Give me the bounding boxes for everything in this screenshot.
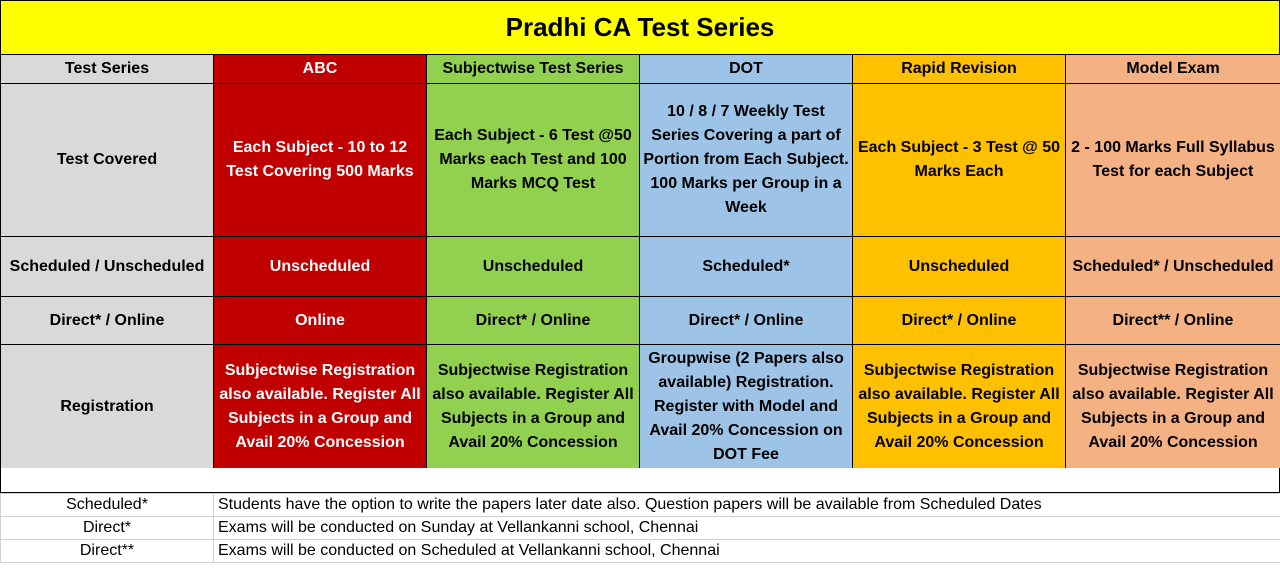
blank-row	[0, 468, 1280, 493]
cell-abc: Each Subject - 10 to 12 Test Covering 500 Marks	[214, 84, 427, 237]
note-key: Direct**	[1, 540, 214, 563]
note-row	[1, 517, 1280, 540]
cell-rapid-revision: Unscheduled	[853, 237, 1066, 297]
note-key: Direct*	[1, 517, 214, 540]
cell-abc: Unscheduled	[214, 237, 427, 297]
cell-dot: Direct* / Online	[640, 297, 853, 345]
row-label: Direct* / Online	[1, 297, 214, 345]
row-test-covered	[1, 84, 1280, 237]
cell-dot: Groupwise (2 Papers also available) Registration. Register with Model and Avail 20% Concession on DOT Fee	[640, 345, 853, 469]
note-row	[1, 540, 1280, 563]
row-label: Registration	[1, 345, 214, 469]
row-label: Scheduled / Unscheduled	[1, 237, 214, 297]
notes-table	[0, 493, 1280, 563]
cell-model-exam: Subjectwise Registration also available. Register All Subjects in a Group and Avail 20% Concession	[1066, 345, 1280, 469]
header-rapid-revision: Rapid Revision	[853, 55, 1066, 84]
cell-subjectwise: Unscheduled	[427, 237, 640, 297]
header-subjectwise: Subjectwise Test Series	[427, 55, 640, 84]
cell-subjectwise: Direct* / Online	[427, 297, 640, 345]
note-text: Exams will be conducted on Scheduled at Vellankanni school, Chennai	[214, 540, 1280, 563]
header-model-exam: Model Exam	[1066, 55, 1280, 84]
row-direct-online	[1, 297, 1280, 345]
comparison-table	[0, 54, 1280, 469]
cell-dot: 10 / 8 / 7 Weekly Test Series Covering a part of Portion from Each Subject. 100 Marks per Group in a Week	[640, 84, 853, 237]
row-scheduled	[1, 237, 1280, 297]
cell-model-exam: Scheduled* / Unscheduled	[1066, 237, 1280, 297]
cell-abc: Online	[214, 297, 427, 345]
header-row	[1, 55, 1280, 84]
page-title: Pradhi CA Test Series	[0, 0, 1280, 55]
header-test-series: Test Series	[1, 55, 214, 84]
cell-subjectwise: Each Subject - 6 Test @50 Marks each Test and 100 Marks MCQ Test	[427, 84, 640, 237]
note-text: Students have the option to write the papers later date also. Question papers will be available from Scheduled Dates	[214, 494, 1280, 517]
cell-model-exam: 2 - 100 Marks Full Syllabus Test for each Subject	[1066, 84, 1280, 237]
cell-model-exam: Direct** / Online	[1066, 297, 1280, 345]
cell-subjectwise: Subjectwise Registration also available. Register All Subjects in a Group and Avail 20% Concession	[427, 345, 640, 469]
note-key: Scheduled*	[1, 494, 214, 517]
cell-rapid-revision: Each Subject - 3 Test @ 50 Marks Each	[853, 84, 1066, 237]
header-dot: DOT	[640, 55, 853, 84]
cell-rapid-revision: Subjectwise Registration also available. Register All Subjects in a Group and Avail 20% Concession	[853, 345, 1066, 469]
cell-abc: Subjectwise Registration also available. Register All Subjects in a Group and Avail 20% Concession	[214, 345, 427, 469]
cell-dot: Scheduled*	[640, 237, 853, 297]
note-text: Exams will be conducted on Sunday at Vellankanni school, Chennai	[214, 517, 1280, 540]
cell-rapid-revision: Direct* / Online	[853, 297, 1066, 345]
row-label: Test Covered	[1, 84, 214, 237]
note-row	[1, 494, 1280, 517]
header-abc: ABC	[214, 55, 427, 84]
row-registration	[1, 345, 1280, 469]
